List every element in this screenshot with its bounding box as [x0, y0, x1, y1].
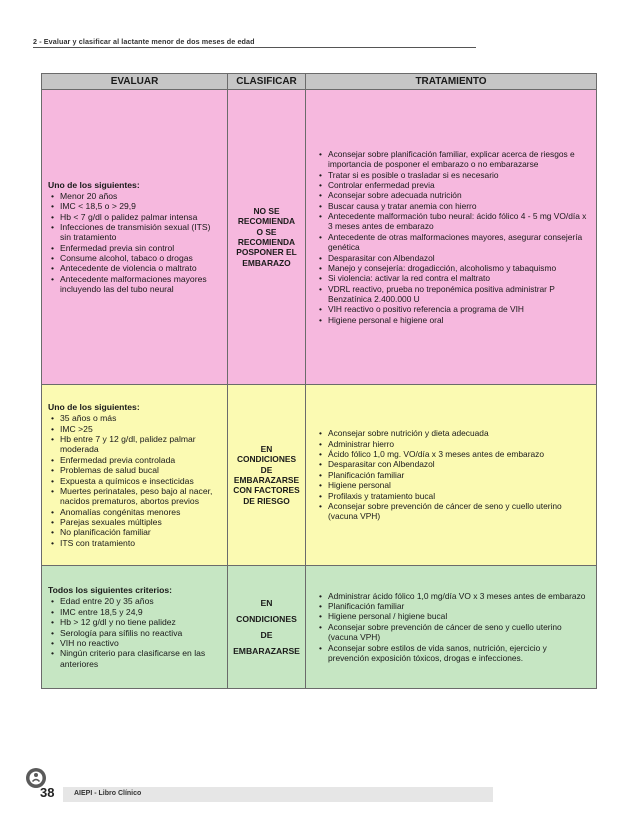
running-header: 2 - Evaluar y clasificar al lactante menor de dos meses de edad: [33, 37, 255, 46]
list-item: • Enfermedad previa sin control: [48, 243, 223, 253]
classification-line: CON FACTORES: [233, 485, 300, 496]
list-item: • IMC >25: [48, 424, 223, 434]
list-item: • VDRL reactivo, prueba no treponémica positiva administrar P Benzatínica 2.400.000 U: [316, 284, 588, 305]
classification-line: DE RIESGO: [243, 495, 290, 506]
list-item: • ITS con tratamiento: [48, 538, 223, 548]
list-item: • Controlar enfermedad previa: [316, 180, 588, 190]
list-item: • Aconsejar sobre nutrición y dieta adecuada: [316, 428, 588, 438]
list-item: • Hb < 7 g/dl o palidez palmar intensa: [48, 212, 223, 222]
clasificar-cell: [228, 385, 306, 566]
list-item: • Antecedente malformación tubo neural: ácido fólico 4 - 5 mg VO/día x 3 meses antes de embarazo: [316, 211, 588, 232]
table-header-row: [42, 74, 597, 90]
list-item: • Higiene personal: [316, 480, 588, 490]
classification-line: CONDICIONES: [236, 454, 297, 465]
classification-line: CONDICIONES: [236, 614, 297, 624]
list-item: • IMC < 18,5 o > 29,9: [48, 201, 223, 211]
list-item: • 35 años o más: [48, 413, 223, 423]
page-number: 38: [40, 785, 55, 800]
list-item: • Anomalías congénitas menores: [48, 507, 223, 517]
list-item: • Menor 20 años: [48, 191, 223, 201]
list-item: • Planificación familiar: [316, 601, 588, 611]
list-item: • Antecedente de violencia o maltrato: [48, 263, 223, 273]
list-item: • Manejo y consejería: drogadicción, alcoholismo y tabaquismo: [316, 263, 588, 273]
list-item: • Higiene personal e higiene oral: [316, 315, 588, 325]
list-item: • Profilaxis y tratamiento bucal: [316, 491, 588, 501]
classification-line: NO SE: [253, 205, 280, 216]
table-row-yellow: [42, 385, 597, 566]
list-item: • Administrar ácido fólico 1,0 mg/día VO x 3 meses antes de embarazo: [316, 591, 588, 601]
classification-line: POSPONER EL: [236, 247, 297, 258]
list-item: • Antecedente malformaciones mayores incluyendo las del tubo neural: [48, 274, 223, 295]
list-item: • Si violencia: activar la red contra el maltrato: [316, 273, 588, 283]
evaluar-intro: Todos los siguientes criterios:: [48, 585, 172, 596]
clasificar-cell: [228, 90, 306, 385]
list-item: • Antecedente de otras malformaciones mayores, asegurar consejería genética: [316, 232, 588, 253]
list-item: • Enfermedad previa controlada: [48, 455, 223, 465]
col-header-evaluar: EVALUAR: [42, 74, 228, 90]
evaluar-list: [48, 191, 223, 294]
list-item: • Infecciones de transmisión sexual (ITS) sin tratamiento: [48, 222, 223, 243]
list-item: • Problemas de salud bucal: [48, 465, 223, 475]
footer-book-title: AIEPI - Libro Clínico: [74, 790, 142, 797]
classification-table: [41, 73, 597, 689]
list-item: • Aconsejar sobre prevención de cáncer de seno y cuello uterino (vacuna VPH): [316, 622, 588, 643]
evaluar-intro: Uno de los siguientes:: [48, 402, 140, 413]
list-item: • Consume alcohol, tabaco o drogas: [48, 253, 223, 263]
evaluar-cell: [42, 90, 228, 385]
col-header-tratamiento: TRATAMIENTO: [306, 74, 597, 90]
list-item: • Edad entre 20 y 35 años: [48, 596, 223, 606]
classification-line: DE: [260, 630, 273, 640]
evaluar-intro: Uno de los siguientes:: [48, 179, 140, 190]
list-item: • Aconsejar sobre adecuada nutrición: [316, 190, 588, 200]
table-row-pink: [42, 90, 597, 385]
list-item: • Hb > 12 g/dl y no tiene palidez: [48, 617, 223, 627]
list-item: • Tratar si es posible o trasladar si es necesario: [316, 170, 588, 180]
list-item: • Planificación familiar: [316, 470, 588, 480]
list-item: • VIH reactivo o positivo referencia a programa de VIH: [316, 304, 588, 314]
classification-line: EN: [260, 598, 273, 608]
tratamiento-list: [316, 428, 588, 521]
list-item: • VIH no reactivo: [48, 638, 223, 648]
list-item: • Aconsejar sobre estilos de vida sanos, nutrición, ejercicio y prevención exposición tóxicos, drogas e infecciones.: [316, 643, 588, 664]
tratamiento-cell: [306, 90, 597, 385]
header-rule: [33, 47, 476, 48]
classification-line: EMBARAZARSE: [233, 475, 300, 485]
evaluar-cell: [42, 566, 228, 689]
list-item: • Desparasitar con Albendazol: [316, 253, 588, 263]
list-item: • Serología para sífilis no reactiva: [48, 628, 223, 638]
list-item: • IMC entre 18,5 y 24,9: [48, 607, 223, 617]
clasificar-cell: [228, 566, 306, 689]
list-item: • No planificación familiar: [48, 527, 223, 537]
list-item: • Aconsejar sobre prevención de cáncer de seno y cuello uterino (vacuna VPH): [316, 501, 588, 522]
list-item: • Desparasitar con Albendazol: [316, 459, 588, 469]
list-item: • Hb entre 7 y 12 g/dl, palidez palmar moderada: [48, 434, 223, 455]
list-item: • Parejas sexuales múltiples: [48, 517, 223, 527]
list-item: • Ningún criterio para clasificarse en las anteriores: [48, 648, 223, 669]
table-row-green: [42, 566, 597, 689]
classification-line: O SE: [256, 226, 277, 237]
classification-line: DE: [260, 464, 273, 475]
classification-line: EMBARAZARSE: [233, 646, 300, 656]
list-item: • Administrar hierro: [316, 439, 588, 449]
tratamiento-list: [316, 591, 588, 663]
list-item: • Muertes perinatales, peso bajo al nacer, nacidos prematuros, abortos previos: [48, 486, 223, 507]
classification-line: RECOMIENDA: [237, 237, 296, 247]
classification-line: EMBARAZO: [242, 257, 291, 268]
evaluar-cell: [42, 385, 228, 566]
list-item: • Expuesta a químicos e insecticidas: [48, 476, 223, 486]
evaluar-list: [48, 413, 223, 547]
classification-line: EN: [260, 443, 273, 454]
list-item: • Higiene personal / higiene bucal: [316, 611, 588, 621]
evaluar-list: [48, 596, 223, 668]
tratamiento-cell: [306, 566, 597, 689]
list-item: • Buscar causa y tratar anemia con hierro: [316, 201, 588, 211]
tratamiento-cell: [306, 385, 597, 566]
col-header-clasificar: CLASIFICAR: [228, 74, 306, 90]
classification-line: RECOMIENDA: [237, 216, 296, 227]
list-item: • Aconsejar sobre planificación familiar, explicar acerca de riesgos e importancia de posponer el embarazo o no embarazarse: [316, 149, 588, 170]
tratamiento-list: [316, 149, 588, 325]
list-item: • Ácido fólico 1,0 mg. VO/día x 3 meses antes de embarazo: [316, 449, 588, 459]
